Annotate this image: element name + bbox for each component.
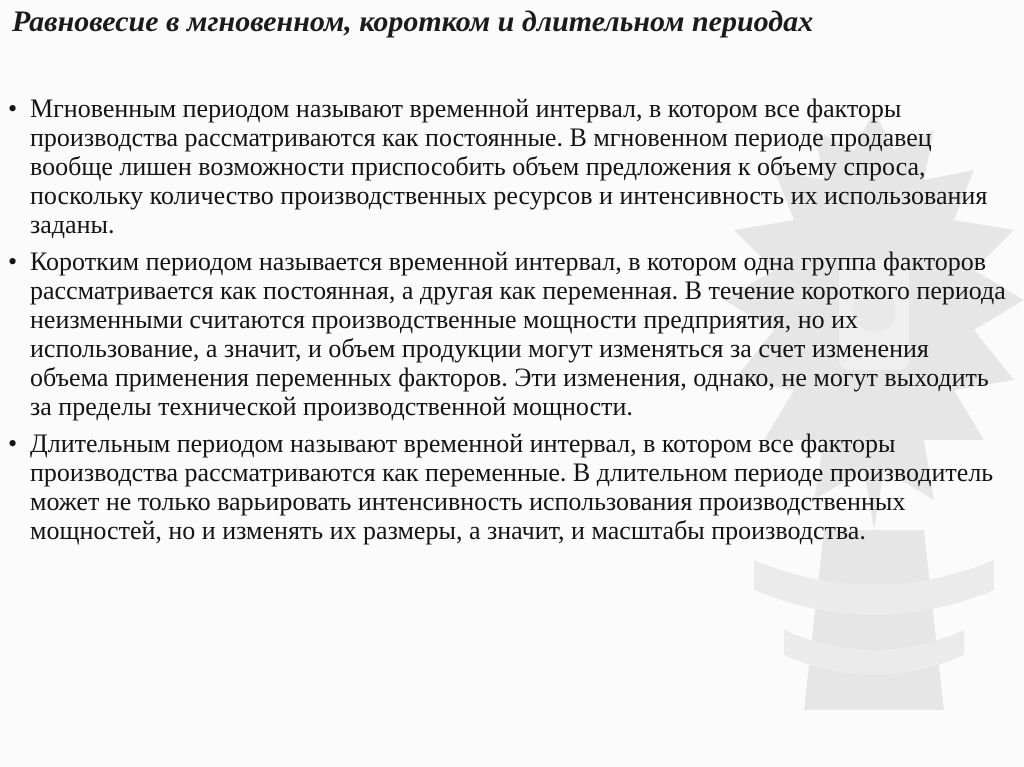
bullet-item-short-period [8,247,1012,421]
bullet-list [8,94,1012,553]
bullet-item-long-period [8,429,1012,545]
bullet-marker: • [8,429,18,458]
bullet-marker: • [8,247,18,276]
slide-title: Равновесие в мгновенном, коротком и длительном периодах [12,5,814,38]
bullet-text: Длительным периодом называют временной интервал, в котором все факторы производства рассматриваются как переменные. В длительном периоде производитель может не только варьировать интенсивность использования производственных мощностей, но и изменять их размеры, а значит, и масштабы производства. [30,429,994,545]
bullet-text: Мгновенным периодом называют временной интервал, в котором все факторы производства рассматриваются как постоянные. В мгновенном периоде продавец вообще лишен возможности приспособить объем предложения к объему спроса, поскольку количество производственных ресурсов и интенсивность их использования заданы. [30,94,988,239]
bullet-marker: • [8,94,18,123]
bullet-item-instant-period [8,94,1012,239]
bullet-text: Коротким периодом называется временной интервал, в котором одна группа факторов рассматривается как постоянная, а другая как переменная. В течение короткого периода неизменными считаются производственные мощности предприятия, но их использование, а значит, и объем продукции могут изменяться за счет изменения объема применения переменных факторов. Эти изменения, однако, не могут выходить за пределы технической производственной мощности. [30,247,1006,421]
